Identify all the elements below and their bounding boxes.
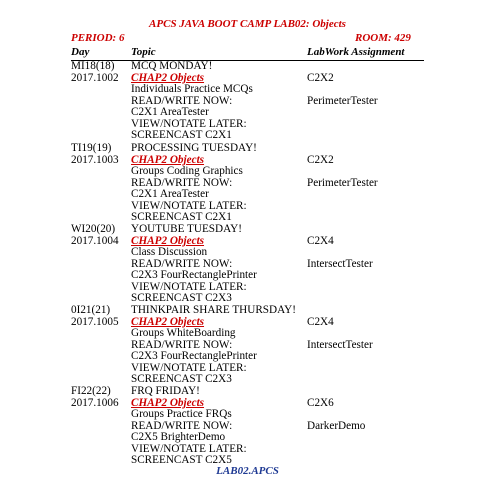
day-date: 2017.1004 (71, 234, 119, 247)
lab-assignment: PerimeterTester (307, 94, 378, 107)
topic-detail: SCREENCAST C2X3 (131, 373, 232, 385)
entry-thursday-topic (131, 305, 296, 386)
entry-tuesday-day (71, 143, 119, 166)
column-header-labwork: LabWork Assignment (307, 46, 405, 58)
topic-detail: VIEW/NOTATE LATER: (131, 442, 247, 455)
topic-detail: VIEW/NOTATE LATER: (131, 117, 247, 130)
lab-assignment: IntersectTester (307, 338, 373, 351)
topic-detail: READ/WRITE NOW: (131, 257, 233, 270)
topic-detail: READ/WRITE NOW: (131, 419, 233, 432)
day-date: 2017.1003 (71, 153, 119, 166)
topic-title: MCQ MONDAY! (131, 60, 213, 72)
topic-detail: C2X3 FourRectanglePrinter (131, 350, 257, 362)
document-title: APCS JAVA BOOT CAMP LAB02: Objects (149, 18, 346, 30)
day-code: 0I21(21) (71, 304, 111, 316)
chapter-link[interactable]: CHAP2 Objects (131, 153, 205, 166)
day-date: 2017.1005 (71, 315, 119, 328)
topic-detail: C2X3 FourRectanglePrinter (131, 269, 257, 281)
entry-wednesday-day (71, 224, 119, 247)
column-header-topic: Topic (131, 46, 156, 58)
chapter-link[interactable]: CHAP2 Objects (131, 234, 205, 247)
entry-thursday-labwork (307, 305, 373, 351)
lab-code: C2X6 (307, 396, 334, 409)
entry-friday-topic (131, 386, 247, 467)
day-code: TI19(19) (71, 142, 112, 154)
topic-detail: READ/WRITE NOW: (131, 338, 233, 351)
chapter-link[interactable]: CHAP2 Objects (131, 71, 205, 84)
lab-assignment: DarkerDemo (307, 419, 366, 432)
day-code: MI18(18) (71, 60, 115, 72)
lab-assignment: PerimeterTester (307, 176, 378, 189)
day-date: 2017.1006 (71, 396, 119, 409)
topic-title: FRQ FRIDAY! (131, 385, 200, 397)
chapter-link[interactable]: CHAP2 Objects (131, 315, 205, 328)
column-header-day: Day (71, 46, 90, 58)
room-label: ROOM: 429 (355, 32, 411, 44)
entry-thursday-day (71, 305, 119, 328)
topic-title: PROCESSING TUESDAY! (131, 142, 257, 154)
chapter-link[interactable]: CHAP2 Objects (131, 396, 205, 409)
topic-detail: READ/WRITE NOW: (131, 94, 233, 107)
topic-detail: C2X1 AreaTester (131, 106, 209, 118)
lab-code: C2X4 (307, 315, 334, 328)
entry-monday-day (71, 61, 119, 84)
day-code: WI20(20) (71, 223, 116, 235)
topic-detail: Groups WhiteBoarding (131, 327, 236, 339)
topic-detail: READ/WRITE NOW: (131, 176, 233, 189)
lab-code: C2X2 (307, 153, 334, 166)
lab-assignment: IntersectTester (307, 257, 373, 270)
topic-detail: SCREENCAST C2X1 (131, 211, 232, 223)
entry-friday-labwork (307, 386, 365, 432)
period-label: PERIOD: 6 (71, 32, 125, 44)
topic-detail: VIEW/NOTATE LATER: (131, 280, 247, 293)
entry-tuesday-topic (131, 143, 257, 224)
topic-detail: SCREENCAST C2X1 (131, 129, 232, 141)
topic-detail: VIEW/NOTATE LATER: (131, 199, 247, 212)
entry-wednesday-topic (131, 224, 257, 305)
topic-detail: SCREENCAST C2X3 (131, 292, 232, 304)
footer-label: LAB02.APCS (216, 465, 279, 477)
topic-detail: Groups Coding Graphics (131, 165, 243, 177)
lab-code: C2X2 (307, 71, 334, 84)
topic-detail: VIEW/NOTATE LATER: (131, 361, 247, 374)
lab-code: C2X4 (307, 234, 334, 247)
day-date: 2017.1002 (71, 71, 119, 84)
entry-monday-labwork (307, 61, 378, 107)
entry-wednesday-labwork (307, 224, 373, 270)
topic-detail: Class Discussion (131, 246, 208, 258)
topic-detail: Groups Practice FRQs (131, 408, 232, 420)
day-code: FI22(22) (71, 385, 111, 397)
topic-detail: C2X5 BrighterDemo (131, 431, 226, 443)
topic-detail: Individuals Practice MCQs (131, 83, 253, 95)
topic-detail: SCREENCAST C2X5 (131, 454, 232, 466)
entry-friday-day (71, 386, 119, 409)
topic-title: YOUTUBE TUESDAY! (131, 223, 242, 235)
entry-monday-topic (131, 61, 253, 142)
entry-tuesday-labwork (307, 143, 378, 189)
topic-title: THINKPAIR SHARE THURSDAY! (131, 304, 296, 316)
topic-detail: C2X1 AreaTester (131, 188, 209, 200)
